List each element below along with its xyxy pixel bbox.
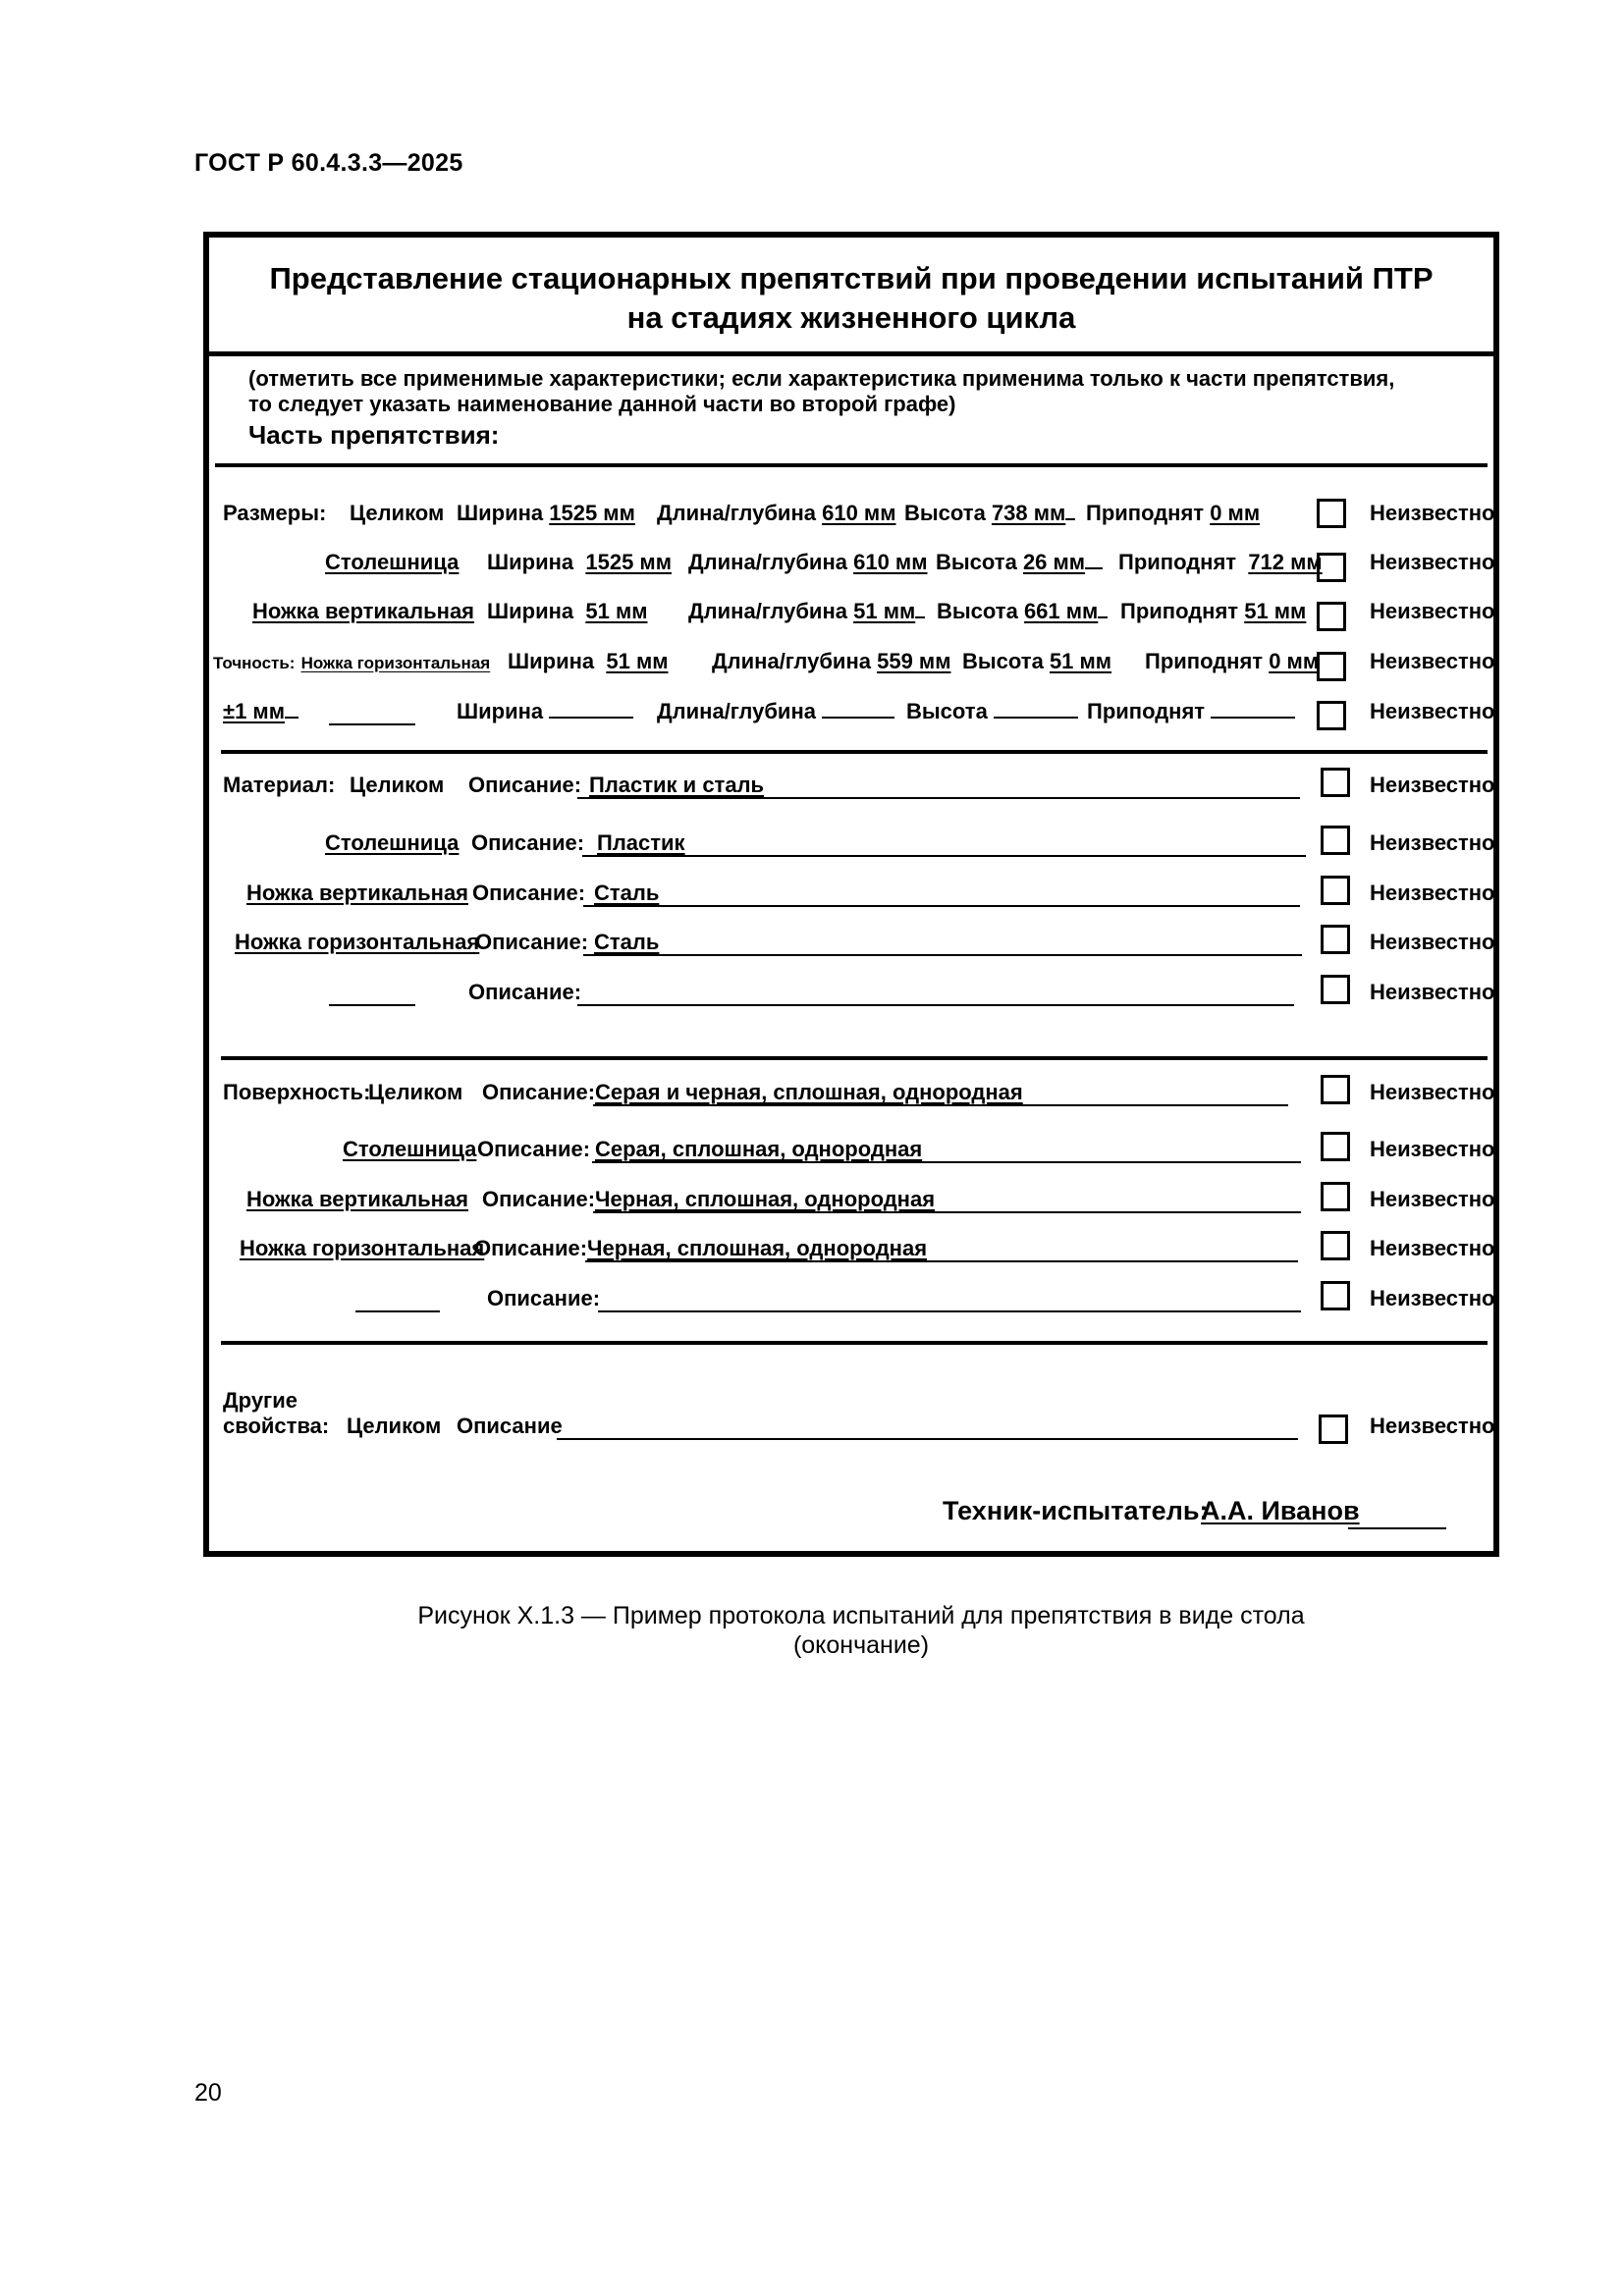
unknown-checkbox[interactable] xyxy=(1321,975,1350,1004)
unknown-checkbox[interactable] xyxy=(1317,602,1346,631)
document-header: ГОСТ Р 60.4.3.3—2025 xyxy=(194,149,463,177)
title-divider xyxy=(209,351,1493,356)
surface-part: Целиком xyxy=(368,1080,463,1104)
form-title xyxy=(209,259,1493,338)
unknown-checkbox[interactable] xyxy=(1319,1415,1348,1444)
section-divider xyxy=(221,1056,1488,1060)
height-value: 26 мм xyxy=(1022,550,1086,574)
dims-part: Ножка вертикальная xyxy=(252,599,475,623)
other-properties-label: Другие свойства: xyxy=(223,1388,330,1438)
form-title-line1: Представление стационарных препятствий при проведении испытаний ПТР xyxy=(269,261,1434,295)
description-label: Описание: xyxy=(482,1187,596,1211)
description-line xyxy=(557,1438,1298,1440)
unknown-label: Неизвестно xyxy=(1370,501,1495,525)
unknown-label: Неизвестно xyxy=(1370,1187,1495,1211)
length-value: 610 мм xyxy=(853,550,928,574)
unknown-checkbox[interactable] xyxy=(1321,1231,1350,1260)
width-value: 51 мм xyxy=(585,599,648,623)
test-report-form xyxy=(203,232,1499,1557)
description-label: Описание: xyxy=(487,1286,601,1310)
width-label: Ширина xyxy=(457,699,633,724)
technician-label: Техник-испытатель: xyxy=(943,1496,1209,1525)
material-desc: Пластик и сталь xyxy=(589,773,765,797)
unknown-label: Неизвестно xyxy=(1370,1286,1495,1310)
other-part: Целиком xyxy=(347,1414,442,1438)
height-label: Высота xyxy=(906,699,1078,724)
figure-caption xyxy=(0,1601,1624,1660)
part-blank xyxy=(329,723,415,725)
dims-part: Целиком xyxy=(350,501,445,525)
unknown-checkbox[interactable] xyxy=(1317,652,1346,681)
surface-part: Ножка горизонтальная xyxy=(240,1236,485,1260)
surface-label: Поверхность: xyxy=(223,1080,371,1104)
accuracy-value: ±1 мм xyxy=(223,699,298,724)
unknown-label: Неизвестно xyxy=(1370,830,1495,855)
unknown-label: Неизвестно xyxy=(1370,930,1495,954)
surface-part: Столешница xyxy=(343,1137,477,1161)
description-label: Описание: xyxy=(472,881,586,905)
width-value: 1525 мм xyxy=(585,550,672,574)
surface-desc: Серая и черная, сплошная, однородная xyxy=(595,1080,1023,1104)
length-label: Длина/глубина 610 мм xyxy=(688,550,928,574)
unknown-label: Неизвестно xyxy=(1370,649,1495,673)
part-heading: Часть препятствия: xyxy=(248,420,500,450)
width-value: 51 мм xyxy=(606,649,669,673)
raised-label: Приподнят xyxy=(1087,699,1295,724)
surface-desc: Черная, сплошная, однородная xyxy=(587,1236,928,1260)
section-divider xyxy=(215,463,1488,467)
surface-part: Ножка вертикальная xyxy=(246,1187,469,1211)
raised-label: Приподнят 51 мм xyxy=(1120,599,1307,623)
width-label: Ширина 51 мм xyxy=(487,599,648,623)
surface-desc: Серая, сплошная, однородная xyxy=(595,1137,923,1161)
description-label: Описание: xyxy=(477,1137,591,1161)
material-desc: Сталь xyxy=(594,881,660,905)
unknown-checkbox[interactable] xyxy=(1321,925,1350,954)
material-part: Столешница xyxy=(325,830,460,855)
length-label: Длина/глубина 559 мм xyxy=(712,649,951,673)
unknown-checkbox[interactable] xyxy=(1321,826,1350,855)
length-label: Длина/глубина 610 мм xyxy=(657,501,896,525)
description-label: Описание: xyxy=(471,830,585,855)
material-part: Ножка вертикальная xyxy=(246,881,469,905)
unknown-label: Неизвестно xyxy=(1370,1137,1495,1161)
height-label: Высота 26 мм xyxy=(936,550,1103,575)
caption-line1: Рисунок X.1.3 — Пример протокола испытаний для препятствия в виде стола xyxy=(417,1602,1305,1629)
description-line xyxy=(577,1004,1294,1006)
section-divider xyxy=(221,1341,1488,1345)
unknown-checkbox[interactable] xyxy=(1321,768,1350,797)
description-label: Описание xyxy=(457,1414,563,1438)
unknown-checkbox[interactable] xyxy=(1321,1132,1350,1161)
form-title-line2: на стадиях жизненного цикла xyxy=(626,300,1076,335)
height-value: 738 мм xyxy=(991,501,1066,525)
width-label: Ширина 1525 мм xyxy=(457,501,635,525)
unknown-checkbox[interactable] xyxy=(1321,876,1350,905)
dims-part: Ножка горизонтальная xyxy=(300,654,491,672)
signature-line xyxy=(1348,1527,1446,1529)
unknown-label: Неизвестно xyxy=(1370,1080,1495,1104)
raised-value: 51 мм xyxy=(1244,599,1307,623)
description-line xyxy=(598,1310,1301,1312)
unknown-checkbox[interactable] xyxy=(1317,701,1346,730)
unknown-checkbox[interactable] xyxy=(1317,499,1346,528)
unknown-label: Неизвестно xyxy=(1370,1414,1495,1438)
accuracy-label: Точность: xyxy=(213,654,296,672)
width-label: Ширина 1525 мм xyxy=(487,550,672,574)
width-value: 1525 мм xyxy=(549,501,635,525)
accuracy-row xyxy=(213,649,490,674)
height-label: Высота 661 мм xyxy=(937,599,1108,624)
length-value: 559 мм xyxy=(877,649,951,673)
form-note-line1: (отметить все применимые характеристики; если характеристика применима только к части препятствия, xyxy=(248,366,1395,391)
dims-part: Столешница xyxy=(325,550,460,574)
description-label: Описание: xyxy=(482,1080,596,1104)
dimensions-label: Размеры: xyxy=(223,501,327,525)
section-divider xyxy=(221,750,1488,754)
height-value: 661 мм xyxy=(1023,599,1099,623)
raised-label: Приподнят 0 мм xyxy=(1145,649,1320,673)
raised-value: 0 мм xyxy=(1210,501,1261,525)
material-part: Целиком xyxy=(350,773,445,797)
unknown-checkbox[interactable] xyxy=(1321,1075,1350,1104)
unknown-checkbox[interactable] xyxy=(1321,1182,1350,1211)
height-label: Высота 738 мм xyxy=(904,501,1075,526)
raised-value: 0 мм xyxy=(1269,649,1320,673)
length-value: 51 мм xyxy=(853,599,916,623)
page-number: 20 xyxy=(194,2079,222,2107)
description-label: Описание: xyxy=(468,980,582,1004)
unknown-label: Неизвестно xyxy=(1370,1236,1495,1260)
surface-desc: Черная, сплошная, однородная xyxy=(595,1187,936,1211)
unknown-checkbox[interactable] xyxy=(1321,1281,1350,1310)
length-label: Длина/глубина 51 мм xyxy=(688,599,925,624)
description-line xyxy=(582,855,1306,857)
material-part: Ножка горизонтальная xyxy=(235,930,480,954)
caption-line2: (окончание) xyxy=(792,1631,930,1659)
form-note-line2: то следует указать наименование данной части во второй графе) xyxy=(248,392,956,416)
unknown-label: Неизвестно xyxy=(1370,699,1495,723)
description-label: Описание: xyxy=(468,773,582,797)
material-desc: Сталь xyxy=(594,930,660,954)
part-blank xyxy=(355,1310,440,1312)
description-label: Описание: xyxy=(475,930,589,954)
unknown-checkbox[interactable] xyxy=(1317,553,1346,582)
height-value: 51 мм xyxy=(1049,649,1112,673)
description-line xyxy=(583,905,1300,907)
technician-name: А.А. Иванов xyxy=(1201,1496,1360,1525)
height-label: Высота 51 мм xyxy=(962,649,1112,673)
material-desc: Пластик xyxy=(597,830,685,855)
description-label: Описание: xyxy=(474,1236,588,1260)
unknown-label: Неизвестно xyxy=(1370,599,1495,623)
unknown-label: Неизвестно xyxy=(1370,773,1495,797)
length-label: Длина/глубина xyxy=(657,699,894,724)
material-label: Материал: xyxy=(223,773,336,797)
raised-value: 712 мм xyxy=(1248,550,1323,574)
raised-label: Приподнят 0 мм xyxy=(1086,501,1261,525)
unknown-label: Неизвестно xyxy=(1370,550,1495,574)
description-line xyxy=(583,954,1302,956)
part-blank xyxy=(329,1004,415,1006)
width-label: Ширина 51 мм xyxy=(508,649,669,673)
length-value: 610 мм xyxy=(822,501,896,525)
unknown-label: Неизвестно xyxy=(1370,881,1495,905)
raised-label: Приподнят 712 мм xyxy=(1118,550,1323,574)
unknown-label: Неизвестно xyxy=(1370,980,1495,1004)
